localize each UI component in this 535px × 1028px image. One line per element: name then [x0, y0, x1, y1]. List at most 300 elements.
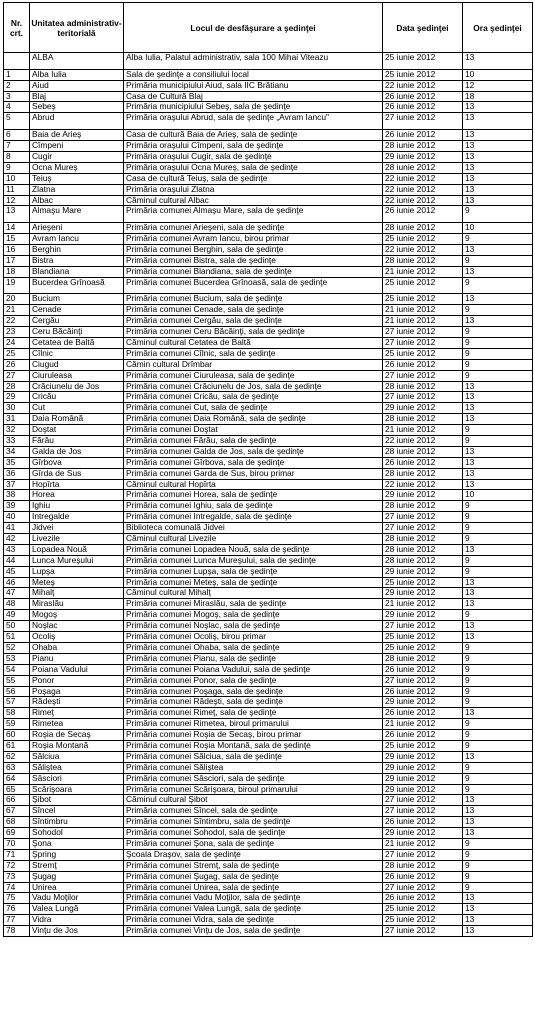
- cell-time: 13: [463, 457, 533, 468]
- cell-unit: Fărău: [30, 436, 124, 447]
- table-row: [4, 697, 533, 708]
- cell-location: Cămin cultural Drîmbar: [124, 359, 383, 370]
- cell-nr: 57: [4, 697, 30, 708]
- cell-nr: 44: [4, 555, 30, 566]
- cell-nr: 68: [4, 817, 30, 828]
- cell-location: Primăria comunei Crăciunelu de Jos, sala de şedinţe: [124, 381, 383, 392]
- cell-unit: Rimeţ: [30, 708, 124, 719]
- cell-location: Căminul cultural Livezile: [124, 534, 383, 545]
- cell-unit: Bucerdea Grînoasă: [30, 277, 124, 294]
- cell-location: Primăria comunei Bucium, sala de şedinţe: [124, 294, 383, 305]
- cell-date: 25 iunie 2012: [383, 577, 463, 588]
- cell-time: 9: [463, 436, 533, 447]
- cell-date: 28 iunie 2012: [383, 501, 463, 512]
- cell-nr: 58: [4, 708, 30, 719]
- cell-unit: Şpring: [30, 849, 124, 860]
- cell-nr: 41: [4, 523, 30, 534]
- cell-location: Primăria comunei Ighiu, sala de şedinţe: [124, 501, 383, 512]
- cell-time: 9: [463, 697, 533, 708]
- cell-date: 27 iunie 2012: [383, 882, 463, 893]
- cell-time: 10: [463, 223, 533, 234]
- cell-date: 21 iunie 2012: [383, 838, 463, 849]
- cell-time: 9: [463, 370, 533, 381]
- cell-date: 27 iunie 2012: [383, 370, 463, 381]
- cell-nr: 43: [4, 544, 30, 555]
- cell-nr: 69: [4, 828, 30, 839]
- cell-time: 13: [463, 141, 533, 152]
- cell-date: 28 iunie 2012: [383, 544, 463, 555]
- cell-nr: 24: [4, 338, 30, 349]
- cell-time: 9: [463, 773, 533, 784]
- cell-unit: Ohaba: [30, 642, 124, 653]
- cell-time: 9: [463, 838, 533, 849]
- cell-time: 9: [463, 610, 533, 621]
- cell-unit: Lupşa: [30, 566, 124, 577]
- table-row: [4, 436, 533, 447]
- cell-date: 22 iunie 2012: [383, 80, 463, 91]
- cell-location: Primăria comunei Unirea, sala de şedinţe: [124, 882, 383, 893]
- cell-nr: 50: [4, 621, 30, 632]
- cell-location: Primăria comunei Cîlnic, sala de şedinţe: [124, 348, 383, 359]
- cell-location: Primăria comunei Intregalde, sala de şedinţe: [124, 512, 383, 523]
- cell-unit: Avram Iancu: [30, 234, 124, 245]
- cell-nr: 51: [4, 632, 30, 643]
- table-row: [4, 653, 533, 664]
- cell-unit: Alba Iulia: [30, 69, 124, 80]
- table-row: [4, 446, 533, 457]
- table-row: [4, 91, 533, 102]
- cell-nr: 38: [4, 490, 30, 501]
- cell-date: 21 iunie 2012: [383, 719, 463, 730]
- cell-location: Primăria comunei Bistra, sala de şedinţe: [124, 255, 383, 266]
- cell-time: 13: [463, 130, 533, 141]
- cell-location: Primăria comunei Fărău, sala de şedinţe: [124, 436, 383, 447]
- cell-nr: 64: [4, 773, 30, 784]
- cell-location: Primăria comunei Sîntimbru, sala de şedinţe: [124, 817, 383, 828]
- cell-unit: Lunca Mureşului: [30, 555, 124, 566]
- cell-unit: Poiana Vadului: [30, 664, 124, 675]
- cell-location: Primăria comunei Ponor, sala de şedinţe: [124, 675, 383, 686]
- cell-location: Biblioteca comunală Jidvei: [124, 523, 383, 534]
- cell-date: 25 iunie 2012: [383, 632, 463, 643]
- cell-time: 13: [463, 316, 533, 327]
- cell-time: 9: [463, 555, 533, 566]
- cell-time: 9: [463, 762, 533, 773]
- table-row: [4, 915, 533, 926]
- cell-nr: 13: [4, 206, 30, 223]
- cell-time: 13: [463, 893, 533, 904]
- cell-unit: Bistra: [30, 255, 124, 266]
- cell-time: 9: [463, 686, 533, 697]
- cell-nr: 29: [4, 392, 30, 403]
- cell-nr: 31: [4, 414, 30, 425]
- cell-nr: 40: [4, 512, 30, 523]
- cell-location: Alba Iulia, Palatul administrativ, sala 100 Mihai Viteazu: [124, 53, 383, 70]
- cell-unit: Sîncel: [30, 806, 124, 817]
- cell-time: 9: [463, 675, 533, 686]
- cell-location: Primăria comunei Roşia de Secaş, birou primar: [124, 730, 383, 741]
- cell-time: 9: [463, 255, 533, 266]
- cell-unit: Abrud: [30, 113, 124, 130]
- table-row: [4, 255, 533, 266]
- cell-nr: 65: [4, 784, 30, 795]
- cell-date: 25 iunie 2012: [383, 642, 463, 653]
- cell-location: Primăria comunei Gîrbova, sala de şedinţe: [124, 457, 383, 468]
- table-row: [4, 141, 533, 152]
- cell-unit: Cricău: [30, 392, 124, 403]
- cell-date: 26 iunie 2012: [383, 708, 463, 719]
- cell-location: Primăria comunei Cergău, sala de şedinţe: [124, 316, 383, 327]
- cell-nr: 71: [4, 849, 30, 860]
- cell-time: 13: [463, 244, 533, 255]
- cell-time: 9: [463, 871, 533, 882]
- cell-nr: 70: [4, 838, 30, 849]
- cell-nr: 49: [4, 610, 30, 621]
- table-row: [4, 773, 533, 784]
- cell-location: Primăria comunei Rimetea, biroul primarului: [124, 719, 383, 730]
- cell-date: 22 iunie 2012: [383, 184, 463, 195]
- cell-time: 13: [463, 806, 533, 817]
- header-date: Data şedinţei: [383, 3, 463, 53]
- cell-date: 21 iunie 2012: [383, 305, 463, 316]
- cell-nr: 52: [4, 642, 30, 653]
- table-row: [4, 730, 533, 741]
- cell-time: 9: [463, 534, 533, 545]
- cell-unit: Sălciua: [30, 751, 124, 762]
- cell-unit: Şona: [30, 838, 124, 849]
- cell-location: Primăria comunei Cenade, sala de şedinţe: [124, 305, 383, 316]
- cell-unit: Vadu Moţilor: [30, 893, 124, 904]
- cell-nr: 12: [4, 195, 30, 206]
- cell-date: 29 iunie 2012: [383, 403, 463, 414]
- cell-unit: Şugag: [30, 871, 124, 882]
- table-row: [4, 838, 533, 849]
- cell-nr: 55: [4, 675, 30, 686]
- cell-date: 27 iunie 2012: [383, 327, 463, 338]
- cell-time: 13: [463, 392, 533, 403]
- cell-nr: 46: [4, 577, 30, 588]
- cell-location: Primăria comunei Vadu Moţilor, sala de şedinţe: [124, 893, 383, 904]
- cell-unit: Ciugud: [30, 359, 124, 370]
- table-row: [4, 277, 533, 294]
- cell-date: 29 iunie 2012: [383, 566, 463, 577]
- cell-time: 10: [463, 69, 533, 80]
- cell-nr: 72: [4, 860, 30, 871]
- cell-time: 13: [463, 195, 533, 206]
- cell-nr: 9: [4, 162, 30, 173]
- cell-time: 13: [463, 184, 533, 195]
- cell-location: Căminul cultural Albac: [124, 195, 383, 206]
- cell-unit: Doştat: [30, 425, 124, 436]
- table-row: [4, 719, 533, 730]
- cell-location: Primăria comunei Garda de Sus, birou primar: [124, 468, 383, 479]
- cell-time: 13: [463, 479, 533, 490]
- cell-date: 22 iunie 2012: [383, 479, 463, 490]
- cell-nr: 11: [4, 184, 30, 195]
- table-row: [4, 69, 533, 80]
- table-row: [4, 338, 533, 349]
- table-row: [4, 130, 533, 141]
- cell-unit: Sâsciori: [30, 773, 124, 784]
- cell-unit: Intregalde: [30, 512, 124, 523]
- cell-time: 13: [463, 173, 533, 184]
- table-row: [4, 784, 533, 795]
- table-row: [4, 223, 533, 234]
- cell-location: Primăria comunei Arieşeni, sala de şedinţe: [124, 223, 383, 234]
- cell-unit: Ceru Băcăinţi: [30, 327, 124, 338]
- cell-unit: Horea: [30, 490, 124, 501]
- cell-time: 9: [463, 425, 533, 436]
- cell-unit: Teiuş: [30, 173, 124, 184]
- cell-time: 13: [463, 621, 533, 632]
- cell-unit: Mogoş: [30, 610, 124, 621]
- cell-nr: 30: [4, 403, 30, 414]
- cell-time: 13: [463, 588, 533, 599]
- cell-nr: 54: [4, 664, 30, 675]
- cell-date: 25 iunie 2012: [383, 277, 463, 294]
- table-row: [4, 642, 533, 653]
- cell-date: 27 iunie 2012: [383, 338, 463, 349]
- cell-date: 28 iunie 2012: [383, 381, 463, 392]
- cell-unit: Sîntimbru: [30, 817, 124, 828]
- cell-date: 22 iunie 2012: [383, 436, 463, 447]
- cell-time: 13: [463, 708, 533, 719]
- cell-nr: 27: [4, 370, 30, 381]
- cell-date: 21 iunie 2012: [383, 425, 463, 436]
- cell-unit: ALBA: [30, 53, 124, 70]
- cell-location: Primăria comunei Pianu, sala de şedinţe: [124, 653, 383, 664]
- cell-location: Primăria comunei Horea, sala de şedinţe: [124, 490, 383, 501]
- cell-nr: 26: [4, 359, 30, 370]
- cell-location: Primăria oraşului Abrud, sala de şedinţe „Avram Iancu": [124, 113, 383, 130]
- cell-date: 25 iunie 2012: [383, 294, 463, 305]
- cell-unit: Almaşu Mare: [30, 206, 124, 223]
- table-row: [4, 534, 533, 545]
- table-row: [4, 621, 533, 632]
- cell-time: 13: [463, 294, 533, 305]
- cell-unit: Ocna Mureş: [30, 162, 124, 173]
- header-location: Locul de desfăşurare a şedinţei: [124, 3, 383, 53]
- cell-time: 9: [463, 719, 533, 730]
- table-row: [4, 468, 533, 479]
- cell-unit: Hopîrta: [30, 479, 124, 490]
- table-row: [4, 512, 533, 523]
- table-row: [4, 195, 533, 206]
- cell-location: Primăria comunei Noşlac, sala de şedinţe: [124, 621, 383, 632]
- cell-unit: Gîrda de Sus: [30, 468, 124, 479]
- cell-date: 26 iunie 2012: [383, 130, 463, 141]
- cell-unit: Rădeşti: [30, 697, 124, 708]
- cell-date: 27 iunie 2012: [383, 795, 463, 806]
- table-row: [4, 806, 533, 817]
- cell-date: 25 iunie 2012: [383, 904, 463, 915]
- cell-nr: 56: [4, 686, 30, 697]
- cell-date: 29 iunie 2012: [383, 762, 463, 773]
- cell-nr: 36: [4, 468, 30, 479]
- cell-unit: Meteş: [30, 577, 124, 588]
- cell-nr: 78: [4, 926, 30, 937]
- cell-unit: Cîmpeni: [30, 141, 124, 152]
- cell-time: 9: [463, 784, 533, 795]
- cell-time: 13: [463, 468, 533, 479]
- cell-location: Primăria comunei Ohaba, sala de şedinţe: [124, 642, 383, 653]
- cell-nr: 42: [4, 534, 30, 545]
- cell-date: 27 iunie 2012: [383, 806, 463, 817]
- cell-unit: Blandiana: [30, 266, 124, 277]
- cell-date: 28 iunie 2012: [383, 860, 463, 871]
- cell-date: 29 iunie 2012: [383, 784, 463, 795]
- table-row: [4, 184, 533, 195]
- cell-location: Şcoala Draşov, sala de şedinţe: [124, 849, 383, 860]
- cell-unit: Cugir: [30, 151, 124, 162]
- cell-location: Primăria comunei Daia Română, sala de şedinţe: [124, 414, 383, 425]
- cell-location: Primăria comunei Almaşu Mare, sala de şedinţe: [124, 206, 383, 223]
- cell-date: 29 iunie 2012: [383, 610, 463, 621]
- cell-time: 9: [463, 206, 533, 223]
- cell-time: 13: [463, 113, 533, 130]
- table-row: [4, 392, 533, 403]
- cell-location: Casa de Cultură Blaj: [124, 91, 383, 102]
- cell-unit: Noşlac: [30, 621, 124, 632]
- table-row: [4, 294, 533, 305]
- cell-unit: Sebeş: [30, 102, 124, 113]
- cell-nr: 10: [4, 173, 30, 184]
- table-row: [4, 403, 533, 414]
- cell-location: Primăria comunei Şona, sala de şedinţe: [124, 838, 383, 849]
- table-row: [4, 751, 533, 762]
- cell-nr: 37: [4, 479, 30, 490]
- cell-date: 27 iunie 2012: [383, 523, 463, 534]
- cell-nr: 35: [4, 457, 30, 468]
- cell-time: 13: [463, 795, 533, 806]
- cell-date: 29 iunie 2012: [383, 828, 463, 839]
- cell-nr: 62: [4, 751, 30, 762]
- table-row: [4, 686, 533, 697]
- cell-date: 22 iunie 2012: [383, 173, 463, 184]
- cell-date: 26 iunie 2012: [383, 893, 463, 904]
- cell-date: 26 iunie 2012: [383, 457, 463, 468]
- cell-nr: 73: [4, 871, 30, 882]
- cell-time: 9: [463, 653, 533, 664]
- cell-unit: Valea Lungă: [30, 904, 124, 915]
- cell-nr: 33: [4, 436, 30, 447]
- cell-unit: Bucium: [30, 294, 124, 305]
- cell-nr: 15: [4, 234, 30, 245]
- cell-date: 27 iunie 2012: [383, 926, 463, 937]
- cell-nr: 6: [4, 130, 30, 141]
- cell-nr: 28: [4, 381, 30, 392]
- cell-date: 28 iunie 2012: [383, 534, 463, 545]
- table-row: [4, 675, 533, 686]
- meetings-table: [3, 2, 533, 937]
- cell-nr: 21: [4, 305, 30, 316]
- cell-nr: 18: [4, 266, 30, 277]
- cell-time: 13: [463, 817, 533, 828]
- table-row: [4, 523, 533, 534]
- cell-location: Primăria comunei Berghin, sala de şedinţe: [124, 244, 383, 255]
- cell-date: 29 iunie 2012: [383, 151, 463, 162]
- cell-time: 9: [463, 566, 533, 577]
- header-nr: Nr. crt.: [4, 3, 30, 53]
- cell-date: 25 iunie 2012: [383, 915, 463, 926]
- cell-date: 26 iunie 2012: [383, 91, 463, 102]
- cell-date: 28 iunie 2012: [383, 414, 463, 425]
- cell-location: Primăria comunei Cricău, sala de şedinţe: [124, 392, 383, 403]
- cell-unit: Albac: [30, 195, 124, 206]
- cell-date: 25 iunie 2012: [383, 234, 463, 245]
- cell-time: 13: [463, 577, 533, 588]
- cell-unit: Scărişoara: [30, 784, 124, 795]
- cell-date: 25 iunie 2012: [383, 53, 463, 70]
- cell-unit: Cergău: [30, 316, 124, 327]
- cell-time: 9: [463, 348, 533, 359]
- cell-nr: 7: [4, 141, 30, 152]
- cell-time: 9: [463, 327, 533, 338]
- cell-time: 9: [463, 523, 533, 534]
- cell-time: 13: [463, 266, 533, 277]
- cell-date: 28 iunie 2012: [383, 223, 463, 234]
- cell-date: 27 iunie 2012: [383, 675, 463, 686]
- cell-time: 9: [463, 860, 533, 871]
- cell-date: 21 iunie 2012: [383, 599, 463, 610]
- cell-date: 26 iunie 2012: [383, 206, 463, 223]
- cell-time: 9: [463, 740, 533, 751]
- cell-date: 28 iunie 2012: [383, 653, 463, 664]
- table-row: [4, 490, 533, 501]
- table-row: [4, 740, 533, 751]
- cell-date: 22 iunie 2012: [383, 244, 463, 255]
- cell-location: Sala de şedinţe a consiliului local: [124, 69, 383, 80]
- table-row: [4, 882, 533, 893]
- cell-nr: 77: [4, 915, 30, 926]
- header-time: Ora şedinţei: [463, 3, 533, 53]
- table-row: [4, 610, 533, 621]
- cell-location: Primăria comunei Vinţu de Jos, sala de şedinţe: [124, 926, 383, 937]
- table-row: [4, 849, 533, 860]
- cell-date: 26 iunie 2012: [383, 664, 463, 675]
- cell-nr: 45: [4, 566, 30, 577]
- table-header: [4, 3, 533, 53]
- cell-unit: Jidvei: [30, 523, 124, 534]
- cell-nr: 61: [4, 740, 30, 751]
- cell-nr: 17: [4, 255, 30, 266]
- cell-unit: Vidra: [30, 915, 124, 926]
- table-row: [4, 162, 533, 173]
- cell-date: 27 iunie 2012: [383, 113, 463, 130]
- cell-date: 27 iunie 2012: [383, 512, 463, 523]
- cell-nr: 23: [4, 327, 30, 338]
- table-row: [4, 566, 533, 577]
- header-unit: Unitatea administrativ-teritorială: [30, 3, 124, 53]
- cell-date: 21 iunie 2012: [383, 316, 463, 327]
- cell-location: Primăria comunei Rimeţ, sala de şedinţe: [124, 708, 383, 719]
- table-row: [4, 348, 533, 359]
- cell-unit: Blaj: [30, 91, 124, 102]
- table-row: [4, 555, 533, 566]
- cell-date: 26 iunie 2012: [383, 871, 463, 882]
- table-row: [4, 113, 533, 130]
- cell-location: Căminul cultural Şibot: [124, 795, 383, 806]
- cell-location: Primăria comunei Meteş, sala de şedinţe: [124, 577, 383, 588]
- cell-nr: 60: [4, 730, 30, 741]
- cell-unit: Ocoliş: [30, 632, 124, 643]
- cell-date: 26 iunie 2012: [383, 817, 463, 828]
- cell-time: 9: [463, 277, 533, 294]
- cell-unit: Zlatna: [30, 184, 124, 195]
- cell-location: Primăria comunei Sohodol, sala de şedinţe: [124, 828, 383, 839]
- cell-date: 28 iunie 2012: [383, 141, 463, 152]
- cell-location: Primăria comunei Scărişoara, biroul primarului: [124, 784, 383, 795]
